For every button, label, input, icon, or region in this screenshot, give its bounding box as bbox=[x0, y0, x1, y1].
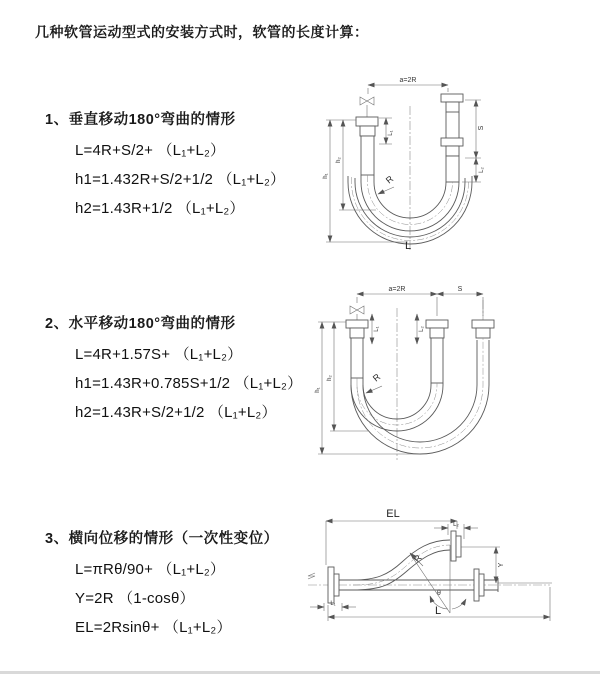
right-pipe-displaced bbox=[472, 320, 494, 338]
dim-l2-label: L₂ bbox=[419, 326, 425, 332]
dim-s-label: S bbox=[457, 286, 463, 293]
dim-el-label: EL bbox=[386, 508, 400, 520]
dim-l2-label: L₂ bbox=[453, 522, 459, 528]
section-1-formula-h1: h1=1.432R+S/2+1/2 （L₁+L₂） bbox=[75, 171, 286, 188]
dimension-lines bbox=[315, 286, 483, 454]
dim-l1-label: L₁ bbox=[330, 601, 336, 607]
diagram-vertical-180-bend bbox=[300, 70, 530, 260]
dim-s-label: S bbox=[478, 125, 485, 131]
section-3-heading: 3、横向位移的情形（一次性变位） bbox=[45, 531, 279, 547]
section-2-formula-h1: h1=1.43R+0.785S+1/2 （L₁+L₂） bbox=[75, 375, 303, 392]
middle-pipe bbox=[426, 320, 448, 383]
dim-h2-label: h₂ bbox=[336, 157, 342, 163]
hose-displaced-position bbox=[353, 531, 461, 590]
section-2-formula-h2: h2=1.43R+S/2+1/2 （L₁+L₂） bbox=[75, 404, 277, 421]
left-pipe bbox=[356, 117, 378, 175]
dim-l2-label: L₂ bbox=[479, 167, 485, 173]
dim-l1-label: L₁ bbox=[374, 326, 380, 332]
diagram-lateral-displacement bbox=[298, 495, 593, 660]
dimension-lines bbox=[310, 508, 552, 621]
section-1-heading: 1、垂直移动180°弯曲的情形 bbox=[45, 112, 236, 128]
radius-label: R bbox=[411, 552, 424, 565]
section-3-formula-EL: EL=2Rsinθ+ （L₁+L₂） bbox=[75, 619, 232, 636]
dim-l1-label: L₁ bbox=[388, 130, 394, 136]
dim-a2r-label: a=2R bbox=[388, 286, 406, 293]
length-label: L bbox=[404, 240, 412, 252]
dim-h1-label: h₁ bbox=[323, 173, 329, 179]
right-pipe bbox=[441, 94, 463, 182]
section-1-formula-L: L=4R+S/2+ （L₁+L₂） bbox=[75, 142, 226, 159]
valve-icon bbox=[360, 97, 374, 117]
left-end-marker bbox=[308, 573, 315, 579]
angle-theta-label: θ bbox=[437, 590, 441, 597]
dim-y-label: Y bbox=[498, 562, 505, 568]
left-pipe bbox=[346, 320, 368, 378]
section-1-formula-h2: h2=1.43R+1/2 （L₁+L₂） bbox=[75, 200, 245, 217]
valve-icon bbox=[350, 306, 364, 320]
radius-label: R bbox=[370, 371, 383, 384]
dim-l-label: L bbox=[434, 605, 442, 617]
section-2-heading: 2、水平移动180°弯曲的情形 bbox=[45, 316, 236, 332]
diagram-horizontal-180-bend bbox=[300, 280, 545, 470]
section-2-formula-L: L=4R+1.57S+ （L₁+L₂） bbox=[75, 346, 243, 363]
dim-h2-label: h₂ bbox=[327, 375, 333, 381]
dimension-lines bbox=[323, 77, 485, 252]
hose-u-bend bbox=[351, 338, 489, 454]
page-title: 几种软管运动型式的安装方式时，软管的长度计算： bbox=[35, 24, 369, 40]
dim-h1-label: h₁ bbox=[315, 387, 321, 393]
radius-label: R bbox=[383, 173, 396, 186]
section-3-formula-Y: Y=2R （1-cosθ） bbox=[75, 590, 195, 607]
scan-edge-divider bbox=[0, 671, 600, 674]
dim-a2r-label: a=2R bbox=[399, 77, 417, 84]
section-3-formula-L: L=πRθ/90+ （L₁+L₂） bbox=[75, 561, 226, 578]
